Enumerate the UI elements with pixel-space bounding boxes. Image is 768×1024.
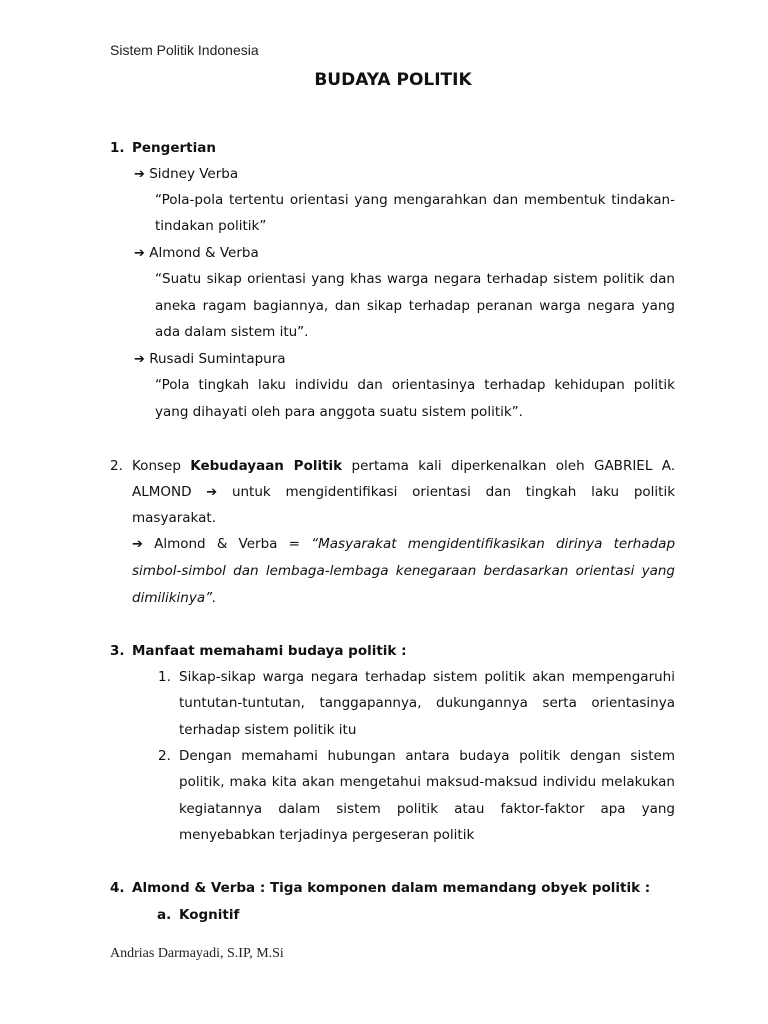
page-header: Sistem Politik Indonesia: [110, 42, 259, 58]
section-1-heading: Pengertian: [132, 140, 216, 156]
s3-item-2-line-1: Dengan memahami hubungan antara budaya politik dengan sistem: [179, 748, 675, 764]
s2-text: untuk mengidentifikasi orientasi dan tingkah laku politik: [231, 484, 676, 500]
section-2-line-5: simbol-simbol dan lembaga-lembaga kenegaraan berdasarkan orientasi yang: [132, 563, 675, 579]
s1-item-2-name: Almond & Verba: [149, 245, 259, 261]
s1-item-3-name: Rusadi Sumintapura: [149, 351, 286, 367]
page-footer: Andrias Darmayadi, S.IP, M.Si: [110, 946, 284, 961]
s3-item-2-line-2: politik, maka kita akan mengetahui maksud-maksud individu melakukan: [179, 774, 675, 790]
s1-item-3-line-1: “Pola tingkah laku individu dan orientasinya terhadap kehidupan politik: [155, 377, 675, 393]
arrow-right-icon: ➔: [134, 167, 145, 182]
s2-italic-text: “Masyarakat mengidentifikasikan dirinya terhadap: [311, 536, 676, 552]
section-2-line-4: [132, 535, 675, 554]
arrow-right-icon: ➔: [206, 485, 218, 500]
s1-item-2: [134, 244, 259, 263]
section-4-number: 4.: [110, 880, 125, 896]
s3-item-2-line-4: menyebabkan terjadinya pergeseran politik: [179, 827, 475, 843]
s1-item-2-line-1: “Suatu sikap orientasi yang khas warga negara terhadap sistem politik dan: [155, 271, 675, 287]
s2-text: ALMOND: [132, 484, 192, 500]
section-4-sub-heading: Kognitif: [179, 907, 240, 923]
page-title: BUDAYA POLITIK: [314, 70, 472, 90]
s2-text: Almond & Verba =: [154, 536, 300, 552]
section-4-sub-number: a.: [157, 907, 172, 923]
section-2-line-2: [132, 483, 675, 502]
arrow-right-icon: ➔: [134, 246, 145, 261]
s2-text: Konsep: [132, 458, 181, 474]
arrow-right-icon: ➔: [132, 537, 143, 552]
s1-item-3-line-2: yang dihayati oleh para anggota suatu sistem politik”.: [155, 404, 523, 420]
s1-item-2-line-2: aneka ragam bagiannya, dan sikap terhadap peranan warga negara yang: [155, 298, 675, 314]
arrow-right-icon: ➔: [134, 352, 145, 367]
s3-item-1-number: 1.: [158, 669, 171, 685]
s1-item-3: [134, 350, 286, 369]
section-2-line-3: masyarakat.: [132, 510, 216, 526]
s2-bold-term: Kebudayaan Politik: [190, 458, 343, 474]
s1-item-1-line-1: “Pola-pola tertentu orientasi yang mengarahkan dan membentuk tindakan-: [155, 192, 675, 208]
s1-item-2-line-3: ada dalam sistem itu”.: [155, 324, 309, 340]
s3-item-1-line-3: terhadap sistem politik itu: [179, 722, 357, 738]
section-2-line-6: dimilikinya”.: [132, 590, 217, 606]
s1-item-1: [134, 165, 238, 184]
section-3-number: 3.: [110, 643, 125, 659]
section-2-line-1: [132, 457, 675, 475]
s1-item-1-line-2: tindakan politik”: [155, 218, 267, 234]
s2-text: pertama kali diperkenalkan oleh GABRIEL A.: [351, 458, 675, 474]
s3-item-2-line-3: kegiatannya dalam sistem politik atau faktor-faktor apa yang: [179, 801, 675, 817]
section-2-number: 2.: [110, 458, 123, 474]
section-3-heading: Manfaat memahami budaya politik :: [132, 643, 407, 659]
s3-item-2-number: 2.: [158, 748, 171, 764]
s3-item-1-line-1: Sikap-sikap warga negara terhadap sistem politik akan mempengaruhi: [179, 669, 675, 685]
section-4-heading: Almond & Verba : Tiga komponen dalam memandang obyek politik :: [132, 880, 651, 896]
s1-item-1-name: Sidney Verba: [149, 166, 239, 182]
section-1-number: 1.: [110, 140, 125, 156]
s3-item-1-line-2: tuntutan-tuntutan, tanggapannya, dukungannya serta orientasinya: [179, 695, 675, 711]
